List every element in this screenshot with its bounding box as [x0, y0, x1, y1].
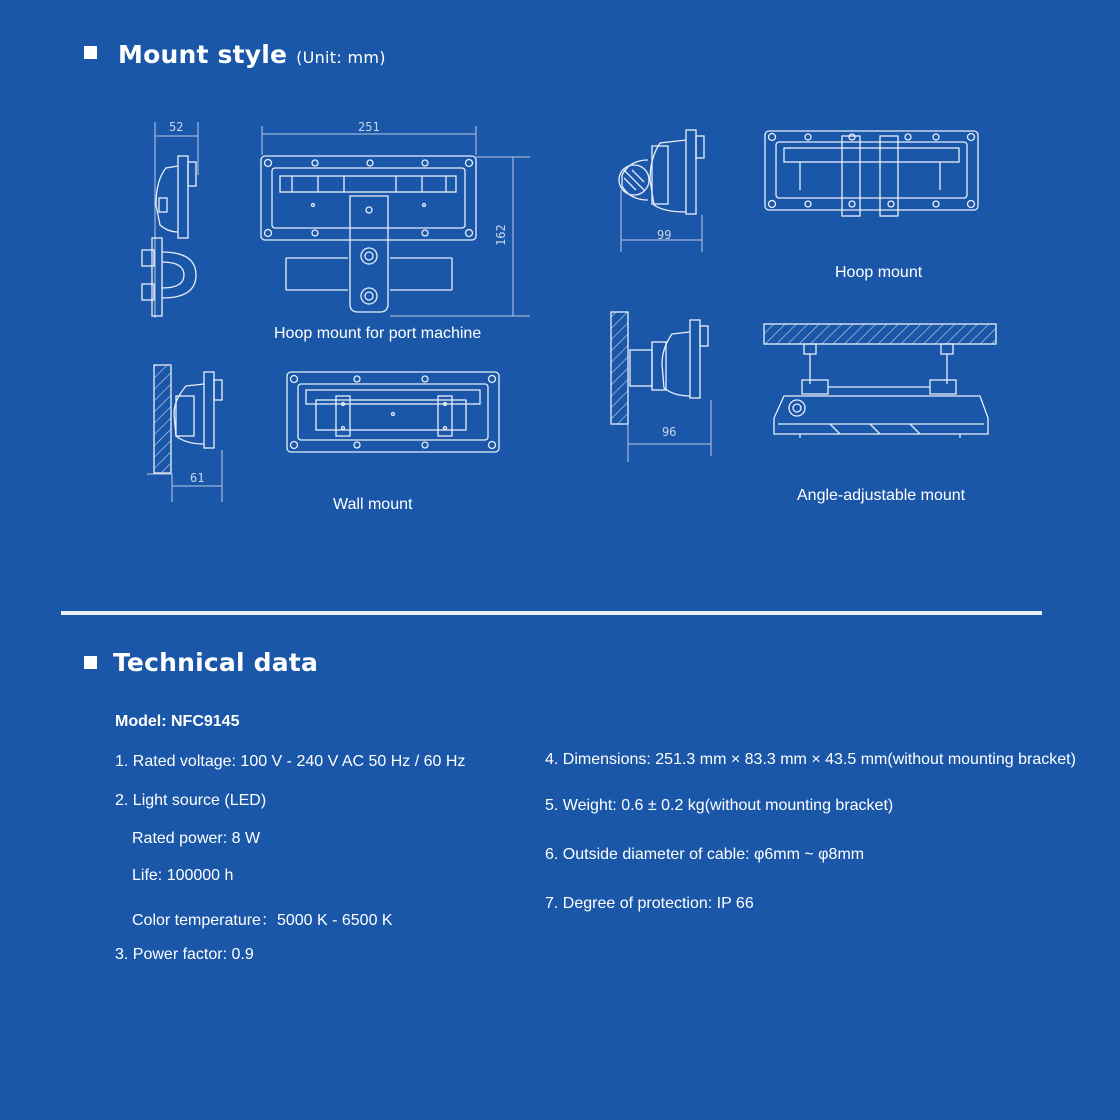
- caption-hoop-port: Hoop mount for port machine: [274, 325, 482, 342]
- dim-251: 251: [358, 120, 380, 134]
- dim-96: 96: [662, 425, 677, 439]
- tech-section-title: Technical data: [113, 648, 319, 677]
- spec-rated-power: Rated power: 8 W: [132, 830, 261, 847]
- hoop-port-side-view: [142, 122, 198, 318]
- section-divider: [61, 611, 1042, 615]
- section-bullet-icon: [84, 656, 97, 669]
- spec-power-factor: 3. Power factor: 0.9: [115, 946, 254, 963]
- spec-cable-diameter: 6. Outside diameter of cable: φ6mm ~ φ8mm: [545, 846, 865, 863]
- hoop-front-view: [765, 131, 978, 216]
- model-label: Model: NFC9145: [115, 713, 240, 730]
- spec-dimensions: 4. Dimensions: 251.3 mm × 83.3 mm × 43.5 mm(without mounting bracket): [545, 751, 1076, 768]
- spec-protection: 7. Degree of protection: IP 66: [545, 895, 754, 912]
- caption-angle: Angle-adjustable mount: [797, 487, 966, 504]
- dim-162: 162: [494, 224, 508, 246]
- spec-weight: 5. Weight: 0.6 ± 0.2 kg(without mounting bracket): [545, 797, 894, 814]
- mount-title-text: Mount style: [118, 40, 288, 69]
- wall-side-view: [147, 365, 222, 502]
- spec-light-source: 2. Light source (LED): [115, 792, 267, 809]
- spec-color-temperature: Color temperature：5000 K - 6500 K: [132, 912, 393, 929]
- dim-52: 52: [169, 120, 184, 134]
- wall-front-view: [287, 372, 499, 452]
- spec-life: Life: 100000 h: [132, 867, 234, 884]
- angle-front-view: [764, 324, 996, 438]
- spec-rated-voltage: 1. Rated voltage: 100 V - 240 V AC 50 Hz / 60 Hz: [115, 753, 466, 770]
- caption-wall: Wall mount: [333, 496, 413, 513]
- unit-note: (Unit: mm): [296, 48, 386, 67]
- dim-61: 61: [190, 471, 205, 485]
- dim-99: 99: [657, 228, 672, 242]
- angle-side-view: [611, 312, 711, 462]
- hoop-port-front-view: [261, 126, 530, 316]
- caption-hoop: Hoop mount: [835, 264, 923, 281]
